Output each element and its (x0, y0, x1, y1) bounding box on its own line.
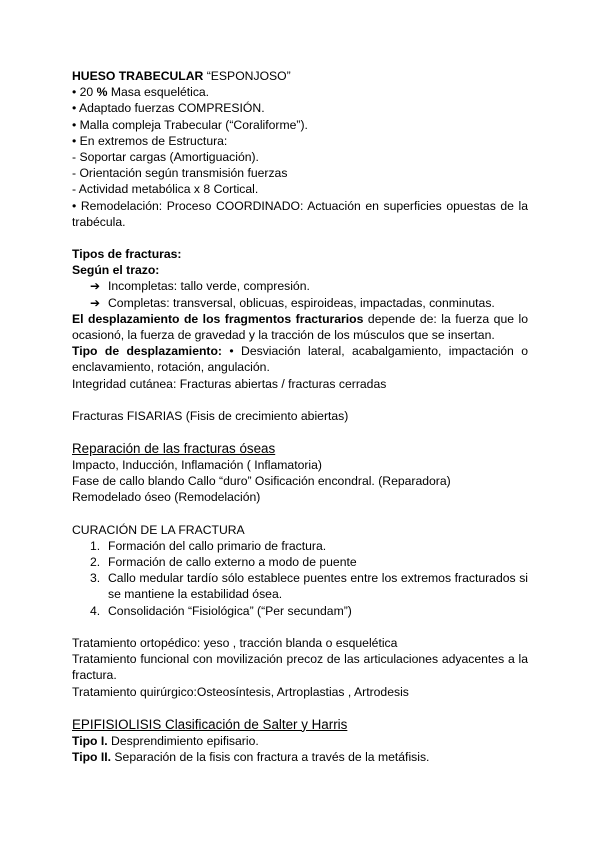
dash-line: - Actividad metabólica x 8 Cortical. (72, 182, 259, 197)
reparacion-line: Remodelado óseo (Remodelación) (72, 490, 261, 505)
bold-text: El desplazamiento de los fragmentos fracturarios (72, 311, 364, 326)
subheading-trazo (72, 262, 528, 278)
item-number: 1. (90, 538, 101, 553)
heading-curacion: CURACIÓN DE LA FRACTURA (72, 522, 245, 537)
item-text: Consolidación “Fisiológica” (“Per secundam”) (108, 603, 352, 618)
dash-line: - Orientación según transmisión fuerzas (72, 166, 288, 181)
list-item (72, 554, 528, 570)
bullet-line-remodelacion: • Remodelación: Proceso COORDINADO: Actuación en superficies opuestas de la trabécula. (72, 198, 528, 229)
tratamiento-line: Tratamiento quirúrgico:Osteosíntesis, Artroplastias , Artrodesis (72, 684, 409, 699)
tipo-line (72, 733, 528, 749)
subheading-text: Según el trazo: (72, 263, 160, 278)
text: • Desviación lateral, acabalgamiento, impactación o enclavamiento, rotación, angulación. (72, 344, 528, 375)
arrow-right-icon: ➔ (90, 295, 101, 310)
text: Separación de la fisis con fractura a través de la metáfisis. (111, 749, 430, 764)
paragraph-integridad: Integridad cutánea: Fracturas abiertas / fracturas cerradas (72, 376, 387, 391)
item-text: Completas: transversal, oblicuas, espiroideas, impactadas, conminutas. (108, 295, 495, 310)
list-item (72, 538, 528, 554)
bold-text: Tipo I. (72, 733, 108, 748)
text: • 20 (72, 85, 97, 100)
tipo-line (72, 749, 528, 765)
list-item (72, 278, 528, 294)
text: Masa esquelética. (107, 85, 210, 100)
paragraph-desplazamiento (72, 311, 528, 343)
reparacion-line: Fase de callo blando Callo “duro” Osificación encondral. (Reparadora) (72, 474, 451, 489)
text: depende de: la fuerza que lo ocasionó, la fuerza de gravedad y la tracción de los músculos que se insertan. (72, 311, 528, 343)
numbered-list (72, 538, 528, 619)
title-bold: HUESO TRABECULAR (72, 69, 204, 83)
item-text: Formación del callo primario de fractura. (108, 538, 327, 553)
heading-epifisiolisis: EPIFISIOLISIS Clasificación de Salter y Harris (72, 716, 348, 732)
item-number: 4. (90, 603, 101, 618)
dash-line: - Soportar cargas (Amortiguación). (72, 150, 259, 165)
item-number: 2. (90, 555, 101, 570)
bullet-line (72, 84, 528, 100)
item-text: Callo medular tardío sólo establece puentes entre los extremos fracturados si se mantiene la estabilidad ósea. (108, 571, 528, 602)
bullet-line: • Malla compleja Trabecular (“Coraliforme”). (72, 117, 308, 132)
list-item (72, 603, 528, 619)
paragraph-tipo-desplazamiento (72, 343, 528, 375)
bold-text: Tipo II. (72, 749, 112, 764)
bullet-line: • En extremos de Estructura: (72, 133, 228, 148)
item-text: Formación de callo externo a modo de puente (108, 555, 357, 570)
list-item (72, 295, 528, 311)
arrow-right-icon: ➔ (90, 279, 101, 294)
reparacion-line: Impacto, Inducción, Inflamación ( Inflamatoria) (72, 458, 322, 473)
arrow-list (72, 278, 528, 310)
heading-text: Tipos de fracturas: (72, 247, 182, 262)
percent-sign: % (96, 85, 108, 100)
bold-text: Tipo de desplazamiento: (72, 344, 222, 359)
text: Desprendimiento epifisario. (107, 733, 259, 748)
bullet-line: • Adaptado fuerzas COMPRESIÓN. (72, 101, 265, 116)
item-text: Incompletas: tallo verde, compresión. (108, 279, 310, 294)
section-title-hueso-trabecular (72, 68, 528, 84)
paragraph-fisarias: Fracturas FISARIAS (Fisis de crecimiento abiertas) (72, 408, 349, 423)
list-item (72, 570, 528, 602)
tratamiento-line: Tratamiento ortopédico: yeso , tracción blanda o esquelética (72, 635, 398, 650)
tratamiento-line: Tratamiento funcional con movilización precoz de las articulaciones adyacentes a la fractura. (72, 652, 528, 683)
title-rest: “ESPONJOSO” (203, 69, 291, 83)
heading-tipos-fracturas (72, 246, 528, 262)
item-number: 3. (90, 571, 101, 586)
heading-reparacion: Reparación de las fracturas óseas (72, 441, 276, 457)
document-body (72, 68, 528, 765)
